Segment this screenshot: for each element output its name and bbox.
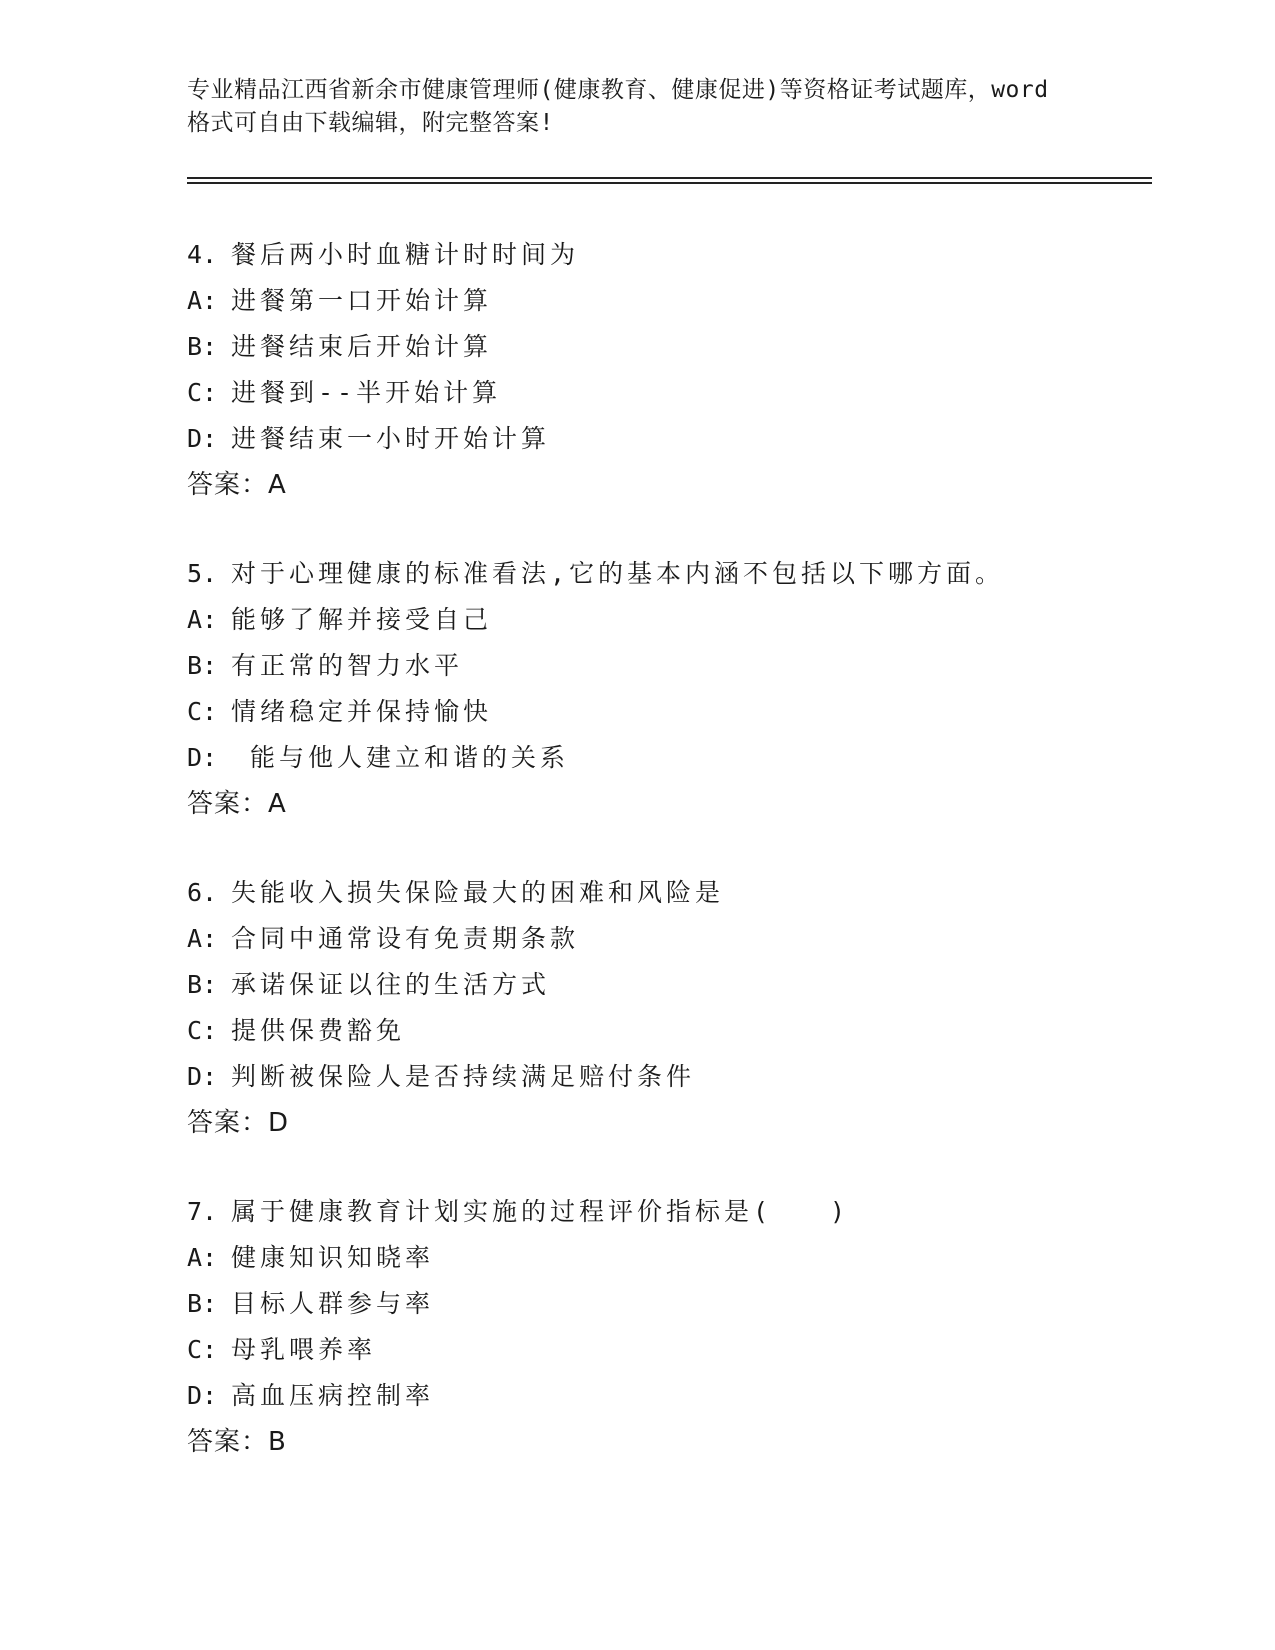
question-number: 6. [187,878,218,907]
question-number: 5. [187,559,218,588]
question-7 [187,1189,1187,1465]
option-b [187,962,1187,1008]
option-text: 有正常的智力水平 [231,651,464,680]
option-text: 判断被保险人是否持续满足赔付条件 [231,1062,696,1091]
option-key: B: [187,651,218,680]
question-text: 属于健康教育计划实施的过程评价指标是( ) [231,1197,850,1226]
option-text: 健康知识知晓率 [231,1243,435,1272]
option-b [187,643,1187,689]
option-text: 情绪稳定并保持愉快 [231,697,493,726]
option-key: D: [187,1062,218,1091]
answer-line: 答案：A [187,470,287,500]
option-a [187,916,1187,962]
option-key: C: [187,1335,218,1364]
option-key: D: [187,424,218,453]
option-b [187,324,1187,370]
option-c [187,1008,1187,1054]
question-text: 对于心理健康的标准看法,它的基本内涵不包括以下哪方面。 [231,559,1005,588]
option-d [187,1054,1187,1100]
option-text: 提供保费豁免 [231,1016,406,1045]
option-d [187,1373,1187,1419]
option-text: 高血压病控制率 [231,1381,435,1410]
option-text: 目标人群参与率 [231,1289,435,1318]
option-text: 进餐第一口开始计算 [231,286,493,315]
header-divider-top [187,177,1152,179]
question-number: 7. [187,1197,218,1226]
header-line-1: 专业精品江西省新余市健康管理师(健康教育、健康促进)等资格证考试题库，word [187,77,1049,103]
question-stem [187,1189,1187,1235]
header-line-2: 格式可自由下载编辑，附完整答案! [187,110,554,136]
question-text: 失能收入损失保险最大的困难和风险是 [231,878,725,907]
option-key: A: [187,286,218,315]
document-header [187,74,1087,140]
question-stem [187,232,1187,278]
option-key: B: [187,970,218,999]
option-key: A: [187,1243,218,1272]
option-key: C: [187,1016,218,1045]
question-6 [187,870,1187,1146]
question-stem [187,870,1187,916]
option-b [187,1281,1187,1327]
question-text: 餐后两小时血糖计时时间为 [231,240,580,269]
option-a [187,278,1187,324]
option-text: 进餐到--半开始计算 [231,378,502,407]
question-stem [187,551,1187,597]
option-key: C: [187,697,218,726]
option-text: 承诺保证以往的生活方式 [231,970,551,999]
option-key: B: [187,332,218,361]
option-key: D: [187,743,218,772]
option-text: 能与他人建立和谐的关系 [231,743,570,772]
option-d [187,416,1187,462]
answer-line: 答案：A [187,789,287,819]
option-a [187,597,1187,643]
answer-line: 答案：D [187,1108,290,1138]
question-5 [187,551,1187,827]
header-divider-bottom [187,182,1152,184]
option-key: C: [187,378,218,407]
option-d [187,735,1187,781]
option-c [187,370,1187,416]
option-a [187,1235,1187,1281]
option-text: 合同中通常设有免责期条款 [231,924,580,953]
option-key: D: [187,1381,218,1410]
option-text: 能够了解并接受自己 [231,605,493,634]
option-text: 母乳喂养率 [231,1335,377,1364]
option-c [187,689,1187,735]
option-key: A: [187,605,218,634]
question-number: 4. [187,240,218,269]
option-key: B: [187,1289,218,1318]
option-c [187,1327,1187,1373]
question-4 [187,232,1187,508]
option-text: 进餐结束后开始计算 [231,332,493,361]
option-text: 进餐结束一小时开始计算 [231,424,551,453]
answer-line: 答案：B [187,1427,287,1457]
option-key: A: [187,924,218,953]
